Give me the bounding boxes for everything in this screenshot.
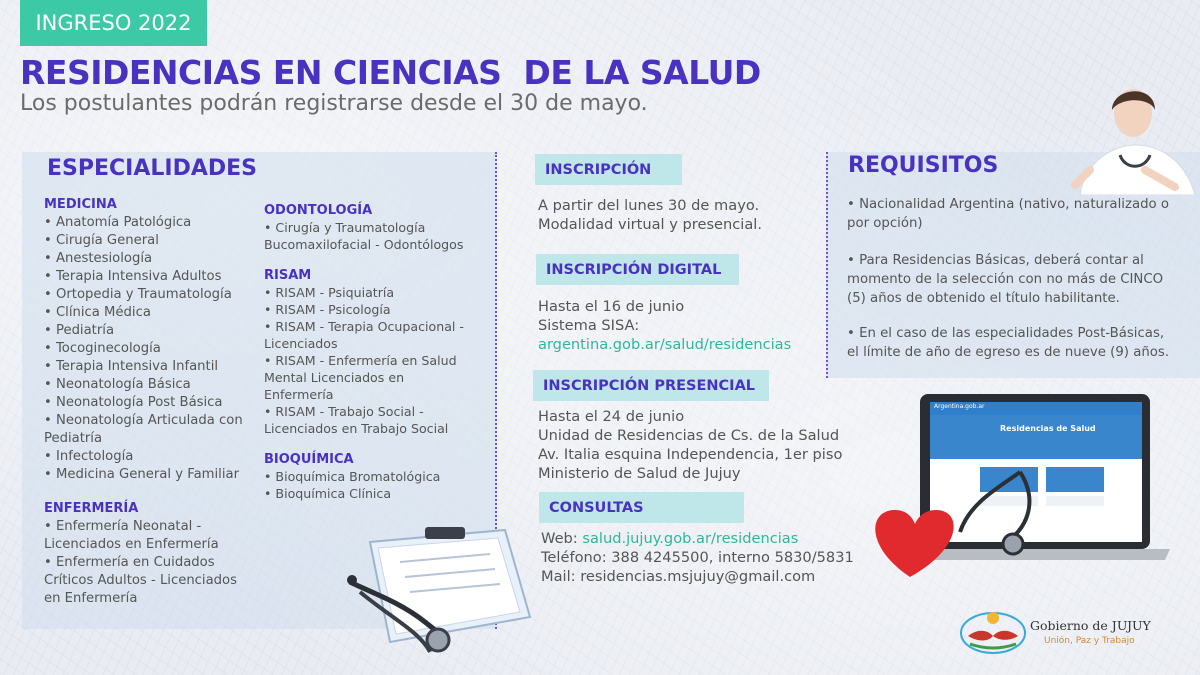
list-item: • RISAM - Terapia Ocupacional - Licenciados	[264, 319, 464, 351]
jujuy-emblem-icon	[958, 608, 1028, 658]
inscripcion-digital-label: INSCRIPCIÓN DIGITAL	[536, 254, 739, 285]
list-item: • Bioquímica Bromatológica	[264, 469, 441, 484]
page-subtitle: Los postulantes podrán registrarse desde el 30 de mayo.	[20, 91, 648, 116]
consultas-label: CONSULTAS	[539, 492, 744, 523]
list-item: • Tocoginecología	[44, 341, 161, 356]
requisito-item: • Para Residencias Básicas, deberá contar al momento de la selección con no más de CINCO (5) años de obtenido el título habilitante.	[847, 253, 1164, 306]
web-link[interactable]: salud.jujuy.gob.ar/residencias	[582, 530, 799, 547]
category-medicina: MEDICINA	[44, 197, 117, 212]
inscripcion-digital-line: Sistema SISA:	[538, 317, 640, 334]
inscripcion-presencial-line: Unidad de Residencias de Cs. de la Salud	[538, 427, 840, 444]
list-item: • Pediatría	[44, 323, 115, 338]
risam-list	[264, 284, 474, 437]
bioquimica-list	[264, 468, 474, 502]
list-item: • Neonatología Articulada con Pediatría	[44, 413, 243, 446]
list-item: • Terapia Intensiva Adultos	[44, 269, 222, 284]
sisa-link[interactable]: argentina.gob.ar/salud/residencias	[538, 336, 792, 353]
category-risam: RISAM	[264, 268, 312, 283]
inscripcion-line: Modalidad virtual y presencial.	[538, 216, 762, 233]
spacer	[264, 437, 474, 451]
logo-title: Gobierno de JUJUY	[1030, 618, 1151, 633]
inscripcion-presencial-line: Hasta el 24 de junio	[538, 408, 685, 425]
list-item: • RISAM - Trabajo Social - Licenciados en Trabajo Social	[264, 404, 449, 436]
inscripcion-digital-text	[538, 297, 791, 354]
spacer	[264, 253, 474, 267]
especialidades-heading: ESPECIALIDADES	[47, 156, 258, 181]
consultas-text	[541, 529, 854, 586]
web-prefix: Web:	[541, 530, 583, 547]
doctor-illustration	[1060, 75, 1200, 195]
medicina-list	[44, 214, 256, 484]
inscripcion-text	[538, 196, 762, 234]
logo-motto: Unión, Paz y Trabajo	[1044, 636, 1135, 646]
inscripcion-presencial-line: Ministerio de Salud de Jujuy	[538, 465, 741, 482]
laptop-illustration	[850, 392, 1170, 582]
requisitos-heading: REQUISITOS	[848, 153, 999, 178]
laptop-screen-site: Argentina.gob.ar	[934, 403, 985, 410]
list-item: • Cirugía General	[44, 233, 159, 248]
inscripcion-line: A partir del lunes 30 de mayo.	[538, 197, 760, 214]
laptop-screen-heading: Residencias de Salud	[1000, 424, 1096, 433]
odontologia-list	[264, 219, 474, 253]
year-badge: INGRESO 2022	[20, 0, 207, 46]
category-enfermeria: ENFERMERÍA	[44, 501, 139, 516]
inscripcion-presencial-line: Av. Italia esquina Independencia, 1er piso	[538, 446, 843, 463]
category-odontologia: ODONTOLOGÍA	[264, 203, 373, 218]
clipboard-stethoscope-illustration	[330, 522, 535, 662]
consultas-telefono: Teléfono: 388 4245500, interno 5830/5831	[541, 549, 854, 566]
list-item: • Ortopedia y Traumatología	[44, 287, 232, 302]
especialidades-column-left	[44, 196, 256, 608]
requisito-item: • En el caso de las especialidades Post-Básicas, el límite de año de egreso es de nueve (9) años.	[847, 326, 1170, 360]
list-item: • Neonatología Post Básica	[44, 395, 223, 410]
consultas-mail: Mail: residencias.msjujuy@gmail.com	[541, 568, 816, 585]
list-item: • Enfermería en Cuidados Críticos Adultos - Licenciados en Enfermería	[44, 555, 237, 606]
spacer	[44, 484, 256, 500]
list-item: • Cirugía y Traumatología Bucomaxilofacial - Odontólogos	[264, 220, 464, 252]
list-item: • Infectología	[44, 449, 134, 464]
category-bioquimica: BIOQUÍMICA	[264, 452, 354, 467]
gobierno-jujuy-logo	[958, 608, 1151, 658]
list-item: • RISAM - Psiquiatría	[264, 285, 395, 300]
inscripcion-presencial-label: INSCRIPCIÓN PRESENCIAL	[533, 370, 769, 401]
requisito-item: • Nacionalidad Argentina (nativo, naturalizado o por opción)	[847, 197, 1170, 231]
list-item: • RISAM - Enfermería en Salud Mental Licenciados en Enfermería	[264, 353, 457, 402]
list-item: • Bioquímica Clínica	[264, 486, 392, 501]
list-item: • RISAM - Psicología	[264, 302, 391, 317]
list-item: • Neonatología Básica	[44, 377, 191, 392]
laptop-icon	[850, 392, 1170, 582]
list-item: • Clínica Médica	[44, 305, 151, 320]
inscripcion-presencial-text	[538, 407, 842, 483]
page-title: RESIDENCIAS EN CIENCIAS DE LA SALUD	[20, 53, 761, 92]
list-item: • Medicina General y Familiar	[44, 467, 239, 482]
especialidades-column-right	[264, 202, 474, 502]
list-item: • Terapia Intensiva Infantil	[44, 359, 219, 374]
inscripcion-label: INSCRIPCIÓN	[535, 154, 682, 185]
enfermeria-list	[44, 518, 256, 608]
consultas-web	[541, 529, 854, 548]
inscripcion-digital-line: Hasta el 16 de junio	[538, 298, 685, 315]
list-item: • Anatomía Patológica	[44, 215, 192, 230]
list-item: • Enfermería Neonatal - Licenciados en Enfermería	[44, 519, 219, 552]
list-item: • Anestesiología	[44, 251, 153, 266]
